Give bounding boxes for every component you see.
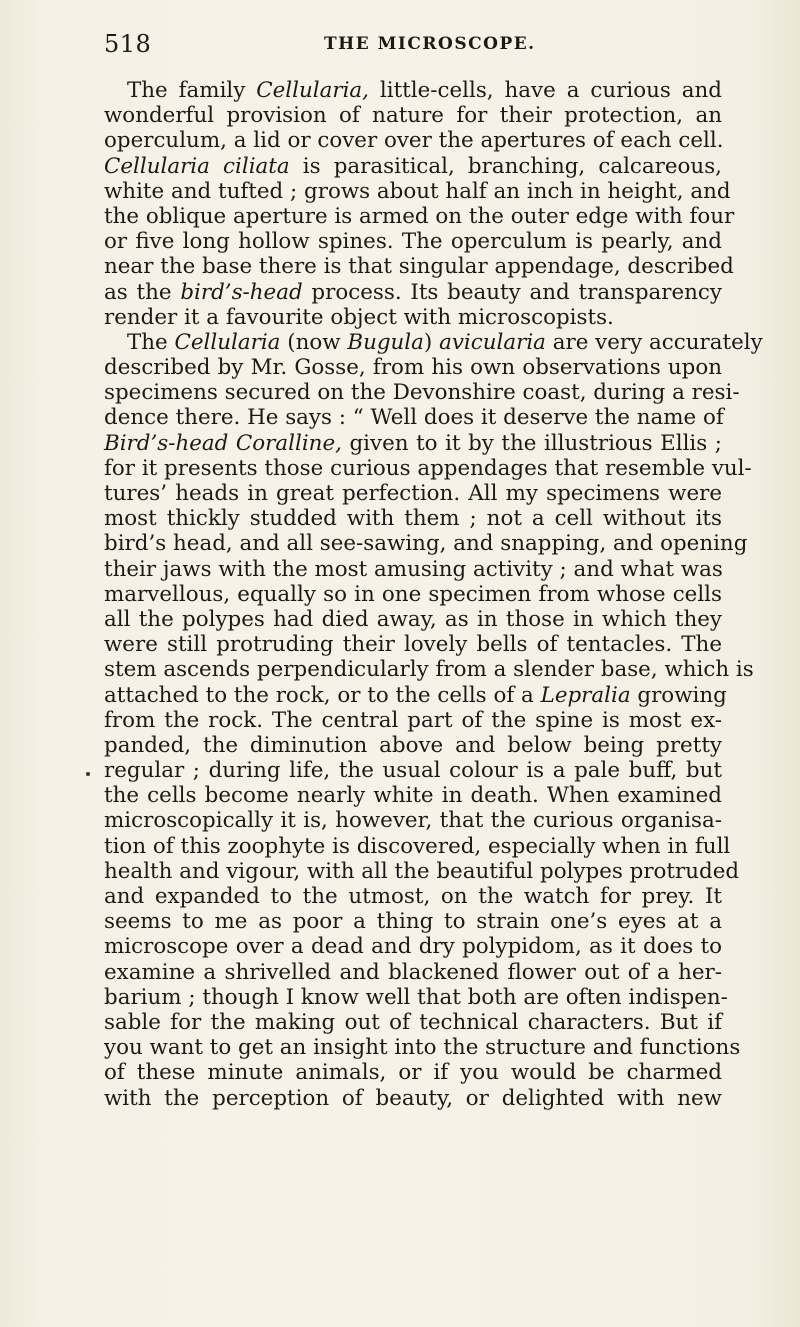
text-segment: growing bbox=[630, 682, 727, 708]
page-number: 518 bbox=[104, 30, 152, 58]
text-line bbox=[104, 1035, 741, 1061]
text-line bbox=[104, 909, 722, 934]
text-segment: their jaws with the most amusing activity ; and what was bbox=[104, 556, 723, 582]
text-line bbox=[104, 758, 722, 783]
text-line bbox=[104, 783, 722, 808]
text-segment: little-cells, have a curious and bbox=[368, 78, 722, 103]
text-line bbox=[104, 733, 722, 758]
text-segment: sable for the making out of technical characters. But if bbox=[104, 1009, 722, 1035]
text-line bbox=[104, 178, 731, 204]
text-line bbox=[104, 78, 722, 103]
text-line bbox=[104, 884, 722, 909]
text-line bbox=[104, 280, 722, 305]
text-line bbox=[104, 203, 735, 229]
text-segment: process. Its beauty and transparency bbox=[302, 279, 722, 305]
text-line bbox=[104, 582, 722, 607]
text-line bbox=[104, 1010, 722, 1035]
text-segment: the oblique aperture is armed on the outer edge with four bbox=[104, 203, 735, 229]
text-line bbox=[104, 657, 754, 683]
text-line bbox=[104, 506, 722, 531]
text-segment: regular ; during life, the usual colour is a pale buff, but bbox=[104, 758, 722, 784]
text-segment: tion of this zoophyte is discovered, especially when in full bbox=[104, 833, 731, 859]
text-line bbox=[104, 305, 722, 330]
text-segment: and expanded to the utmost, on the watch for prey. It bbox=[104, 884, 722, 909]
text-segment: wonderful provision of nature for their protection, an bbox=[104, 103, 722, 129]
italic-text-segment: Lepralia bbox=[540, 682, 631, 708]
text-segment: or five long hollow spines. The operculum is pearly, and bbox=[104, 229, 722, 255]
text-segment: bird’s head, and all see-sawing, and snapping, and opening bbox=[104, 531, 748, 557]
text-line bbox=[104, 481, 722, 506]
text-segment: most thickly studded with them ; not a cell without its bbox=[104, 506, 722, 532]
text-segment: examine a shrivelled and blackened flower out of a her- bbox=[104, 959, 722, 985]
text-segment: The family bbox=[127, 78, 257, 103]
text-segment: stem ascends perpendicularly from a slender base, which is bbox=[104, 657, 754, 683]
text-line bbox=[104, 682, 727, 708]
italic-text-segment: Bird’s-head Coralline, bbox=[104, 430, 342, 456]
text-line bbox=[104, 1086, 722, 1111]
text-line bbox=[104, 1060, 722, 1085]
text-line bbox=[104, 708, 722, 733]
text-line bbox=[104, 103, 722, 128]
text-line bbox=[104, 808, 722, 833]
text-segment: render it a favourite object with microscopists. bbox=[104, 304, 614, 330]
italic-text-segment: avicularia bbox=[439, 329, 546, 355]
text-line bbox=[104, 455, 752, 481]
text-segment: microscopically it is, however, that the curious organisa- bbox=[104, 808, 722, 834]
text-segment: you want to get an insight into the structure and functions bbox=[104, 1035, 741, 1061]
text-line bbox=[104, 355, 722, 380]
italic-text-segment: Bugula bbox=[347, 329, 424, 355]
text-segment: barium ; though I know well that both are often indispen- bbox=[104, 984, 728, 1010]
text-line bbox=[104, 405, 722, 430]
text-line bbox=[104, 154, 722, 179]
page-header bbox=[104, 30, 724, 66]
running-title: THE MICROSCOPE. bbox=[324, 34, 536, 54]
text-segment: is parasitical, branching, calcareous, bbox=[289, 153, 722, 179]
text-segment: for it presents those curious appendages that resemble vul- bbox=[104, 455, 752, 481]
text-line bbox=[104, 607, 722, 632]
text-segment: were still protruding their lovely bells of tentacles. The bbox=[104, 632, 722, 658]
text-segment: dence there. He says : “ Well does it deserve the name of bbox=[104, 405, 724, 431]
text-line bbox=[104, 329, 763, 355]
text-line bbox=[104, 632, 722, 657]
text-line bbox=[104, 380, 740, 406]
text-segment: microscope over a dead and dry polypidom, as it does to bbox=[104, 934, 722, 960]
text-segment: marvellous, equally so in one specimen from whose cells bbox=[104, 581, 722, 607]
italic-text-segment: bird’s-head bbox=[180, 279, 303, 305]
text-segment: the cells become nearly white in death. When examined bbox=[104, 783, 722, 809]
text-segment: are very accurately bbox=[545, 329, 763, 355]
text-segment: of these minute animals, or if you would be charmed bbox=[104, 1060, 722, 1086]
text-segment: ) bbox=[423, 329, 440, 355]
text-segment: (now bbox=[280, 329, 348, 355]
italic-text-segment: Cellularia bbox=[174, 329, 281, 355]
text-line bbox=[104, 254, 734, 280]
text-line bbox=[104, 858, 740, 884]
text-segment: described by Mr. Gosse, from his own observations upon bbox=[104, 355, 722, 381]
text-segment: health and vigour, with all the beautiful polypes protruded bbox=[104, 858, 740, 884]
text-segment: given to it by the illustrious Ellis ; bbox=[341, 430, 722, 456]
text-segment: panded, the diminution above and below being pretty bbox=[104, 732, 722, 758]
text-line bbox=[104, 557, 722, 582]
text-line bbox=[104, 431, 722, 456]
text-segment: all the polypes had died away, as in those in which they bbox=[104, 606, 722, 632]
text-segment: operculum, a lid or cover over the apertures of each cell. bbox=[104, 128, 724, 154]
text-segment: white and tufted ; grows about half an inch in height, and bbox=[104, 178, 731, 204]
text-line bbox=[104, 984, 728, 1010]
italic-text-segment: Cellularia, bbox=[256, 78, 369, 103]
text-segment: with the perception of beauty, or delighted with new bbox=[104, 1085, 722, 1111]
text-segment: near the base there is that singular appendage, described bbox=[104, 254, 734, 280]
text-segment: from the rock. The central part of the spine is most ex- bbox=[104, 707, 722, 733]
text-segment: as the bbox=[104, 279, 181, 305]
text-line bbox=[104, 229, 722, 254]
text-line bbox=[104, 833, 731, 859]
text-segment: attached to the rock, or to the cells of a bbox=[104, 682, 541, 708]
text-segment: The bbox=[127, 329, 175, 355]
text-segment: seems to me as poor a thing to strain one’s eyes at a bbox=[104, 909, 722, 935]
margin-dot-mark bbox=[86, 772, 90, 776]
text-line bbox=[104, 128, 722, 153]
text-line bbox=[104, 531, 748, 557]
text-line bbox=[104, 934, 722, 959]
body-text bbox=[104, 78, 763, 1111]
text-segment: specimens secured on the Devonshire coast, during a resi- bbox=[104, 380, 740, 406]
text-line bbox=[104, 960, 722, 985]
italic-text-segment: Cellularia ciliata bbox=[104, 153, 290, 179]
text-segment: tures’ heads in great perfection. All my specimens were bbox=[104, 481, 722, 506]
